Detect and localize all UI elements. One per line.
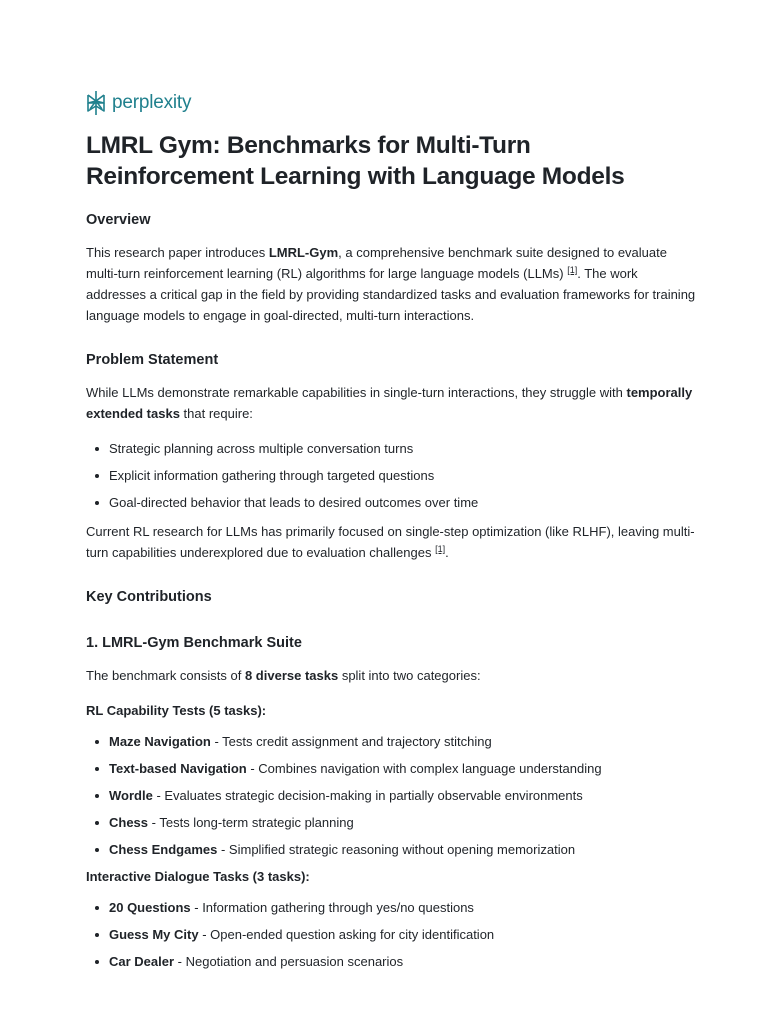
list-item: Goal-directed behavior that leads to desired outcomes over time: [86, 494, 698, 511]
problem-heading: Problem Statement: [86, 352, 219, 368]
list-item: Explicit information gathering through targeted questions: [86, 467, 698, 484]
list-item: Guess My City - Open-ended question asking for city identification: [86, 926, 698, 943]
citation-link[interactable]: [1]: [567, 265, 578, 275]
dialogue-tasks-label: Interactive Dialogue Tasks (3 tasks):: [86, 869, 310, 884]
overview-heading: Overview: [86, 212, 151, 228]
list-item: Maze Navigation - Tests credit assignment and trajectory stitching: [86, 733, 698, 750]
article-body: [86, 130, 698, 980]
problem-paragraph: While LLMs demonstrate remarkable capabilities in single-turn interactions, they struggle with temporally extended tasks that require:: [86, 385, 693, 421]
benchmark-suite-heading: 1. LMRL-Gym Benchmark Suite: [86, 635, 302, 651]
dialogue-task-list: [86, 899, 698, 970]
problem-bullet-list: [86, 440, 698, 511]
overview-paragraph: This research paper introduces LMRL-Gym, a comprehensive benchmark suite designed to evaluate multi-turn reinforcement learning (RL) algorithms for large language models (LLMs) [1]. The work addresses a critical gap in the field by providing standardized tasks and evaluation frameworks for training language models to engage in goal-directed, multi-turn interactions.: [86, 245, 696, 323]
rl-task-list: [86, 733, 698, 858]
citation-link[interactable]: [1]: [435, 544, 446, 554]
list-item: 20 Questions - Information gathering through yes/no questions: [86, 899, 698, 916]
list-item: Strategic planning across multiple conversation turns: [86, 440, 698, 457]
list-item: Chess - Tests long-term strategic planning: [86, 814, 698, 831]
perplexity-logo: [86, 88, 191, 118]
list-item: Car Dealer - Negotiation and persuasion scenarios: [86, 953, 698, 970]
logo-wordmark: perplexity: [112, 92, 192, 113]
page-title: LMRL Gym: Benchmarks for Multi-Turn Reinforcement Learning with Language Models: [86, 132, 625, 190]
problem-paragraph-2: Current RL research for LLMs has primarily focused on single-step optimization (like RLHF), leaving multi-turn capabilities underexplored due to evaluation challenges [1].: [86, 524, 695, 560]
benchmark-intro: The benchmark consists of 8 diverse tasks split into two categories:: [86, 668, 481, 683]
list-item: Wordle - Evaluates strategic decision-making in partially observable environments: [86, 787, 698, 804]
contributions-heading: Key Contributions: [86, 589, 212, 605]
list-item: Text-based Navigation - Combines navigation with complex language understanding: [86, 760, 698, 777]
lmrl-gym-term: LMRL-Gym: [268, 245, 339, 260]
perplexity-logo-icon: [86, 90, 106, 116]
list-item: Chess Endgames - Simplified strategic reasoning without opening memorization: [86, 841, 698, 858]
rl-tests-label: RL Capability Tests (5 tasks):: [86, 703, 267, 718]
